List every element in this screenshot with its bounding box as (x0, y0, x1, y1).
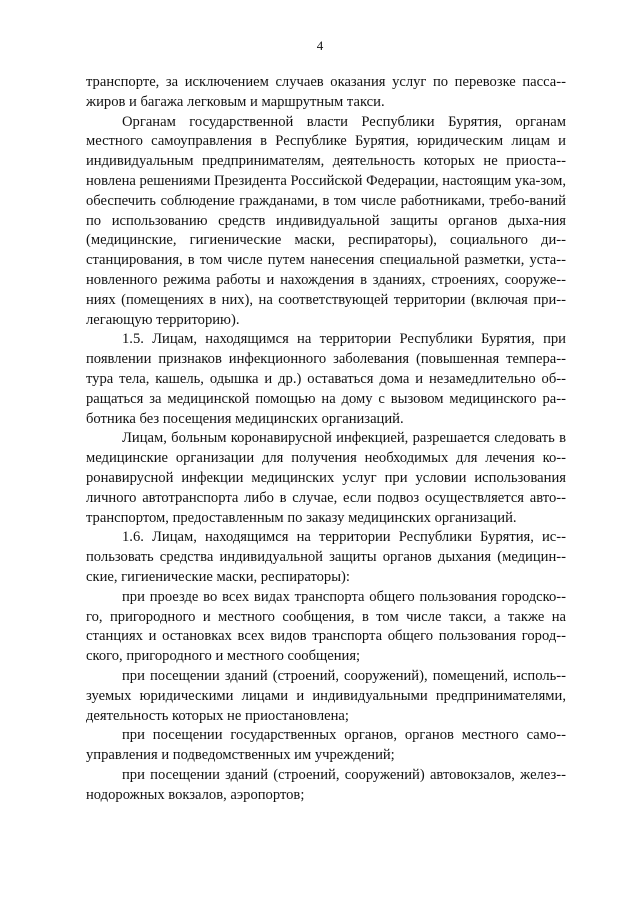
list-item: при посещении зданий (строений, сооружений) автовокзалов, желез-нодорожных вокзалов, аэропортов; (86, 766, 566, 803)
paragraph: Лицам, больным коронавирусной инфекцией, разрешается следовать в медицинские организации для получения необходимых для лечения ко-ронавирусной инфекции медицинских услуг при условии использования личного автотранспорта либо в случае, если подвоз осуществляется авто-транспортом, предоставленным по заказу медицинских организаций. (86, 430, 566, 526)
paragraph-item-1-6: 1.6. Лицам, находящимся на территории Республики Бурятия, ис-пользовать средства индивидуальной защиты органов дыхания (медицин-ские, гигиенические маски, респираторы): (86, 529, 566, 585)
document-body (86, 73, 566, 805)
list-item: при посещении государственных органов, органов местного само-управления и подведомственных им учреждений; (86, 727, 566, 764)
page-number: 4 (316, 38, 324, 53)
list-item: при проезде во всех видах транспорта общего пользования городско-го, пригородного и местного сообщения, в том числе такси, а также на станциях и остановках всех видов транспорта общего пользования город-ского, пригородного и местного сообщения; (86, 588, 566, 665)
list-item: при посещении зданий (строений, сооружений), помещений, исполь-зуемых юридическими лицами и индивидуальными предпринимателями, деятельность которых не приостановлена; (86, 667, 566, 724)
paragraph-item-1-5: 1.5. Лицам, находящимся на территории Республики Бурятия, при появлении признаков инфекционного заболевания (повышенная темпера-тура тела, кашель, одышка и др.) оставаться дома и незамедлительно об-ращаться за медицинской помощью на дому с вызовом медицинского ра-ботника без посещения медицинских организаций. (86, 331, 566, 427)
paragraph: транспорте, за исключением случаев оказания услуг по перевозке пасса-жиров и багажа легковым и маршрутным такси. (86, 74, 566, 110)
paragraph: Органам государственной власти Республики Бурятия, органам местного самоуправления в Республике Бурятия, юридическим лицам и индивидуальным предпринимателям, деятельность которых не приоста-новлена решениями Президента Российской Федерации, настоящим ука-зом, обеспечить соблюдение гражданами, в том числе работниками, требо-ваний по использованию средств индивидуальной защиты органов дыха-ния (медицинские, гигиенические маски, респираторы), социального ди-станцирования, в том числе путем нанесения специальной разметки, уста-новленного режима работы и нахождения в зданиях, строениях, сооруже-ниях (помещениях в них), на соответствующей территории (включая при-легающую территорию). (86, 113, 566, 328)
